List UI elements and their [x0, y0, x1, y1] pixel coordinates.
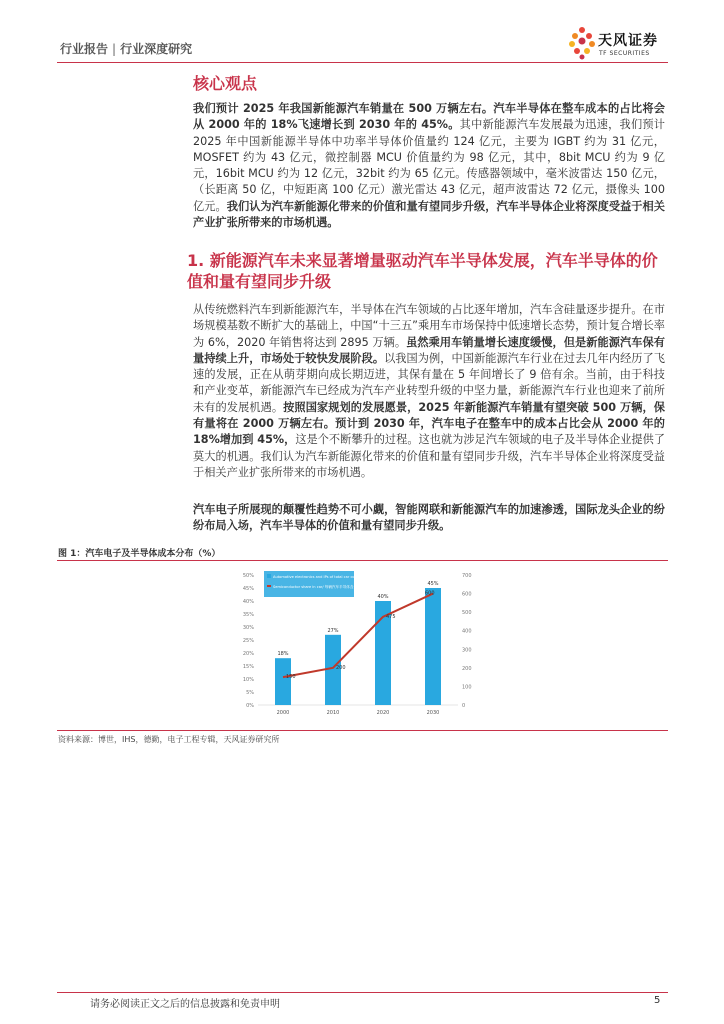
header-separator: | [112, 42, 117, 56]
x-tick-label: 2020 [376, 710, 390, 716]
logo-text-cn: 天风证券 [598, 33, 658, 49]
company-logo [568, 26, 680, 62]
chart-line-series [283, 594, 433, 681]
legend-label-bar: Automotive electronics and IPs of total car cost/ 汽车电子在车总成本占比 [273, 575, 400, 579]
s1-text-2: 以我国为例，中国新能源汽车行业在过去几年内经历了飞速的发展，正在从萌芽期向成长期迈进，其保有量在 5 年间增长了 9 倍有余。当前，由于科技和产业变革，新能源汽车已经成为汽车产业转型升级的中坚力量，新能源汽车行业也迎来了前所未有的发展机遇。 [193, 351, 665, 414]
s1-bold-3: 汽车电子所展现的颠覆性趋势不可小觑，智能网联和新能源汽车的加速渗透，国际龙头企业的纷纷布局入场，汽车半导体的价值和量有望同步升级。 [193, 503, 665, 533]
core-view-paragraph [193, 101, 665, 231]
y-left-tick-label: 30% [242, 625, 254, 631]
y-right-tick-label: 200 [462, 665, 472, 672]
y-left-tick-label: 45% [242, 586, 254, 592]
bar-value-label: 45% [427, 581, 439, 587]
y-left-tick-label: 10% [242, 677, 254, 683]
legend-swatch-bar [267, 574, 271, 578]
x-tick-label: 2000 [276, 710, 290, 716]
core-view-title: 核心观点 [193, 74, 258, 93]
logo-text-en: TF SECURITIES [599, 50, 650, 57]
y-left-tick-label: 50% [242, 573, 254, 579]
core-view-bold-2: 我们认为汽车新能源化带来的价值和量有望同步升级，汽车半导体企业将深度受益于相关产业扩张所带来的市场机遇。 [193, 199, 665, 230]
s1-text-3: 这是个不断攀升的过程。这也就为涉足汽车领域的电子及半导体企业提供了莫大的机遇。我们认为汽车新能源化带来的价值和量有望同步升级，汽车半导体企业将深度受益于相关产业扩张所带来的市场机遇。 [193, 433, 665, 479]
y-right-tick-label: 700 [462, 573, 472, 579]
x-tick-label: 2010 [326, 710, 340, 716]
figure-bottom-rule [57, 730, 668, 731]
core-view-bold-1: 我们预计 2025 年我国新能源汽车销量在 500 万辆左右。汽车半导体在整车成本的占比将会从 2000 年的 18%飞速增长到 2030 年的 45%。 [193, 102, 665, 132]
s1-text-1: 从传统燃料汽车到新能源汽车，半导体在汽车领域的占比逐年增加，汽车含硅量逐步提升。在市场规模基数不断扩大的基础上，中国“十三五”乘用车市场保持中低速增长态势，预计复合增长率为 6%，2020 年销售将达到 2895 万辆。 [193, 303, 665, 349]
line-value-label: 200 [336, 664, 346, 671]
chart-bar [425, 588, 441, 705]
y-left-tick-label: 25% [242, 638, 254, 644]
figure-title: 图 1：汽车电子及半导体成本分布（%） [58, 549, 221, 559]
y-right-tick-label: 100 [462, 684, 472, 691]
y-left-tick-label: 5% [246, 690, 254, 696]
footer-divider [57, 992, 668, 993]
chart-bar [275, 658, 291, 705]
y-left-tick-label: 20% [242, 651, 254, 657]
cost-distribution-chart [230, 565, 490, 725]
y-left-tick-label: 35% [242, 612, 254, 618]
section-1-heading: 1. 新能源汽车未来显著增量驱动汽车半导体发展，汽车半导体的价值和量有望同步升级 [187, 251, 658, 291]
y-right-tick-label: 300 [462, 647, 472, 654]
line-value-label: 150 [286, 674, 296, 681]
y-right-tick-label: 400 [462, 628, 472, 635]
s1-bold-2: 按照国家规划的发展愿景，2025 年新能源汽车销量有望突破 500 万辆，保有量将在 2000 万辆左右。预计到 2030 年，汽车电子在整车中的成本占比会从 2000 年的 18%增加到 45%， [193, 400, 665, 447]
bar-value-label: 27% [327, 627, 339, 634]
y-left-tick-label: 15% [242, 664, 254, 670]
legend-label-line: Semiconductor share in car/ 每辆汽车半导体含量 [273, 585, 358, 589]
y-left-tick-label: 40% [242, 599, 254, 605]
figure-source: 资料来源：博世，IHS，德勤，电子工程专辑，天风证券研究所 [58, 735, 280, 744]
bar-value-label: 18% [277, 651, 289, 658]
page-number: 5 [654, 995, 661, 1006]
s1-bold-1: 虽然乘用车销量增长速度缓慢，但是新能源汽车保有量持续上升，市场处于较快发展阶段。 [193, 335, 665, 365]
logo-icon [568, 26, 596, 60]
y-left-tick-label: 0% [246, 703, 254, 709]
core-view-text-1: 其中新能源汽车发展最为迅速，我们预计 2025 年中国新能源半导体中功率半导体价值量约 124 亿元，主要为 IGBT 约为 31 亿元，MOSFET 约为 43 亿元，微控制器 MCU 价值量约为 98 亿元，其中，8bit MCU 约为 9 亿元，16bit MCU 约为 12 亿元，32bit 约为 65 亿元。传感器领域中，毫米波雷达 150 亿元，（长距离 50 亿，中短距离 100 亿元）激光雷达 43 亿元，超声波雷达 72 亿元，摄像头 100 亿元。 [193, 118, 665, 213]
figure-top-rule [57, 560, 668, 561]
line-value-label: 600 [425, 590, 435, 597]
report-header [60, 40, 192, 57]
disclaimer-text: 请务必阅读正文之后的信息披露和免责申明 [90, 999, 280, 1010]
header-divider [57, 62, 668, 63]
legend-swatch-line [267, 585, 271, 587]
y-right-tick-label: 600 [462, 591, 472, 598]
x-tick-label: 2030 [426, 710, 440, 716]
bar-value-label: 40% [377, 594, 389, 600]
y-right-tick-label: 0 [462, 703, 466, 709]
report-category: 行业报告 [60, 42, 109, 56]
section-1-paragraph-1 [193, 302, 665, 481]
y-right-tick-label: 500 [462, 610, 472, 617]
line-value-label: 475 [386, 613, 396, 620]
section-1-paragraph-2 [193, 502, 665, 535]
report-type: 行业深度研究 [120, 42, 193, 56]
